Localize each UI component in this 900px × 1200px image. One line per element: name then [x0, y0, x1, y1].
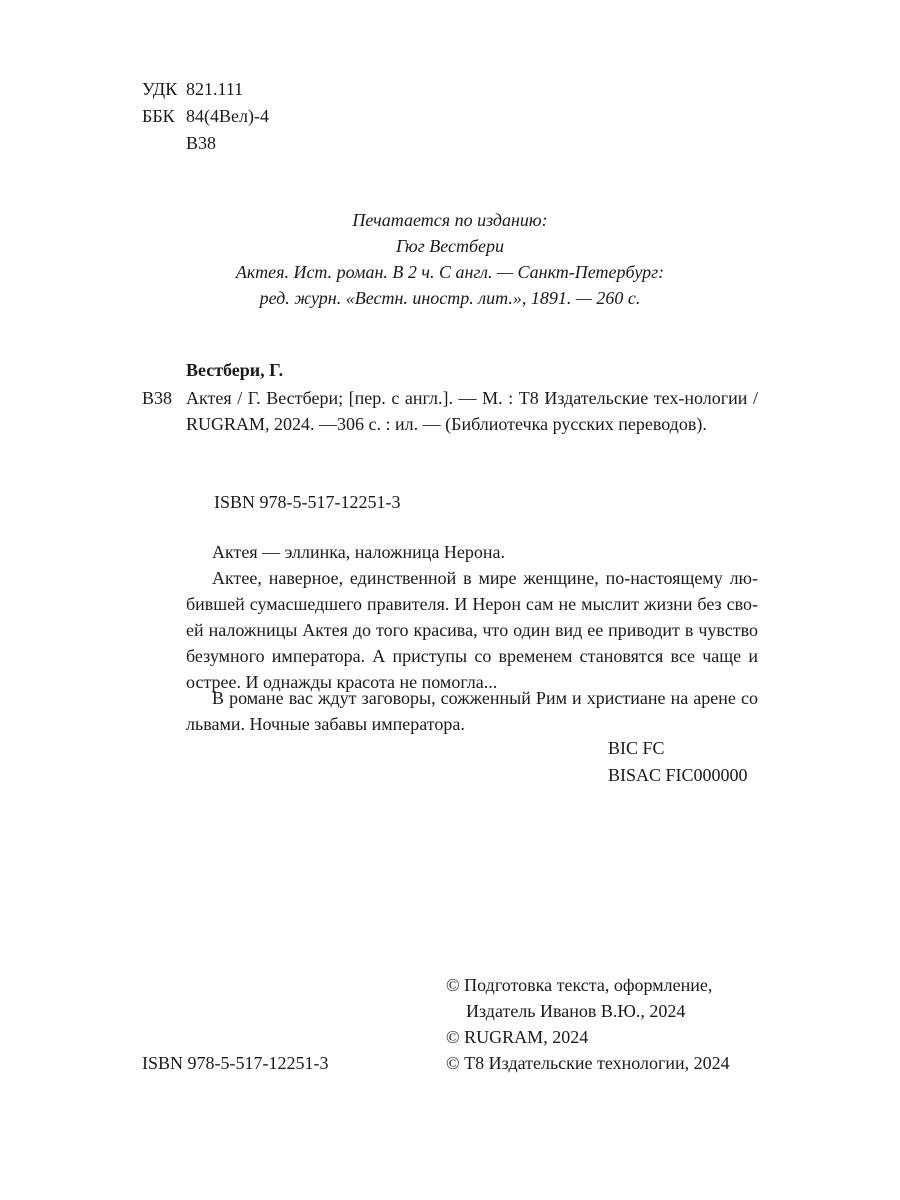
- bbk-value: 84(4Вел)-4: [186, 106, 269, 126]
- copyright-line-2: Издатель Иванов В.Ю., 2024: [466, 1001, 686, 1021]
- footer-isbn: ISBN 978-5-517-12251-3: [142, 1053, 329, 1073]
- udk-value: 821.111: [186, 79, 244, 99]
- udk-label: УДК: [142, 79, 178, 99]
- author-mark: В38: [186, 133, 217, 153]
- annotation-paragraph-2: Актее, наверное, единственной в мире женщине, по-настоящему лю-бившей сумасшедшего правителя. И Нерон сам не мыслит жизни без сво-ей наложницы Актея до того красива, что один вид ее приводит в чувство безумного императора. А приступы со временем становятся все чаще и острее. И однажды красота не помогла...: [186, 568, 758, 692]
- annotation-paragraph-1: Актея — эллинка, наложница Нерона.: [212, 542, 505, 562]
- copyright-line-4: © Т8 Издательские технологии, 2024: [446, 1053, 730, 1073]
- copyright-line-3: © RUGRAM, 2024: [446, 1027, 589, 1047]
- bbk-label: ББК: [142, 106, 175, 126]
- annotation-paragraph-3: В романе вас ждут заговоры, сожженный Рим и христиане на арене со львами. Ночные забавы императора.: [186, 688, 758, 734]
- catalog-author-heading: Вестбери, Г.: [186, 360, 284, 380]
- bisac-code: BISAC FIC000000: [608, 765, 748, 785]
- source-edition-heading: Печатается по изданию:: [352, 210, 548, 230]
- bic-code: BIC FC: [608, 738, 665, 758]
- source-edition-line1: Актея. Ист. роман. В 2 ч. С англ. — Санкт-Петербург:: [235, 262, 665, 282]
- source-edition-line2: ред. журн. «Вестн. иностр. лит.», 1891. — 260 с.: [259, 288, 641, 308]
- catalog-description: Актея / Г. Вестбери; [пер. с англ.]. — М. : Т8 Издательские тех-нологии / RUGRAM, 2024. —306 с. : ил. — (Библиотечка русских переводов).: [186, 388, 758, 434]
- catalog-isbn: ISBN 978-5-517-12251-3: [214, 492, 401, 512]
- catalog-mark: В38: [142, 388, 173, 408]
- copyright-line-1: © Подготовка текста, оформление,: [446, 975, 713, 995]
- source-edition-author: Гюг Вестбери: [395, 236, 505, 256]
